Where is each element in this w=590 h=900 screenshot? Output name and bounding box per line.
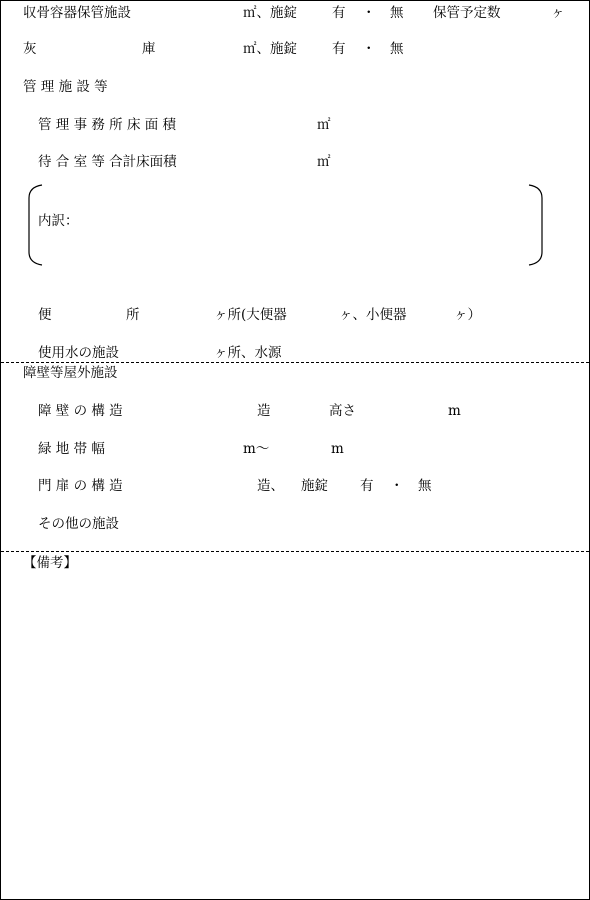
toilet-end-detail: ヶ） (454, 307, 481, 323)
wall-structure-label: 障 壁 の 構 造 (38, 403, 123, 419)
office-floor-area-unit: ㎡ (317, 117, 331, 133)
waiting-room-area-unit: ㎡ (317, 154, 331, 170)
ash-storage-lock-dot: ・ (362, 41, 376, 57)
right-bracket (525, 184, 545, 266)
ash-storage-lock-no: 無 (390, 41, 404, 57)
storage-area-unit: ㎡、施錠 (243, 5, 297, 21)
toilet-count-detail: ヶ所(大便器 (214, 307, 287, 323)
gate-lock-dot: ・ (390, 478, 404, 494)
green-belt-width-label: 緑 地 帯 幅 (38, 441, 105, 457)
gate-structure-label: 門 扉 の 構 造 (38, 478, 123, 494)
ash-storage-lock-yes: 有 (332, 41, 346, 57)
breakdown-label: 内訳： (38, 213, 79, 229)
ash-storage-label-2: 庫 (142, 41, 156, 57)
ash-storage-label-1: 灰 (23, 41, 37, 57)
gate-lock-no: 無 (418, 478, 432, 494)
wall-structure-unit: 造 (257, 403, 271, 419)
gate-structure-unit: 造、 (257, 478, 284, 494)
remarks-label: 【備考】 (23, 555, 77, 571)
toilet-label-1: 便 (38, 307, 52, 323)
gate-lock-yes: 有 (360, 478, 374, 494)
other-facilities-label: その他の施設 (38, 516, 119, 532)
storage-count-unit: ヶ (551, 5, 565, 21)
storage-label: 収骨容器保管施設 (23, 5, 131, 21)
toilet-urinal-detail: ヶ、小便器 (339, 307, 407, 323)
storage-lock-dot: ・ (362, 5, 376, 21)
wall-height-unit: m (448, 403, 461, 419)
storage-lock-no: 無 (390, 5, 404, 21)
section-divider-1 (1, 362, 589, 363)
gate-lock-label: 施錠 (301, 478, 328, 494)
toilet-label-2: 所 (126, 307, 140, 323)
green-belt-min-unit: m〜 (243, 441, 270, 457)
wall-height-label: 高さ (329, 403, 356, 419)
office-floor-area-label: 管 理 事 務 所 床 面 積 (38, 117, 177, 133)
ash-storage-area-unit: ㎡、施錠 (243, 41, 297, 57)
water-facility-detail: ヶ所、水源 (214, 345, 282, 361)
green-belt-max-unit: m (331, 441, 344, 457)
storage-planned-label: 保管予定数 (433, 5, 501, 21)
section-divider-2 (1, 551, 589, 552)
storage-lock-yes: 有 (332, 5, 346, 21)
outdoor-heading: 障壁等屋外施設 (23, 365, 118, 381)
management-heading: 管 理 施 設 等 (23, 79, 108, 95)
waiting-room-area-label: 待 合 室 等 合計床面積 (38, 154, 177, 170)
water-facility-label: 使用水の施設 (38, 345, 119, 361)
